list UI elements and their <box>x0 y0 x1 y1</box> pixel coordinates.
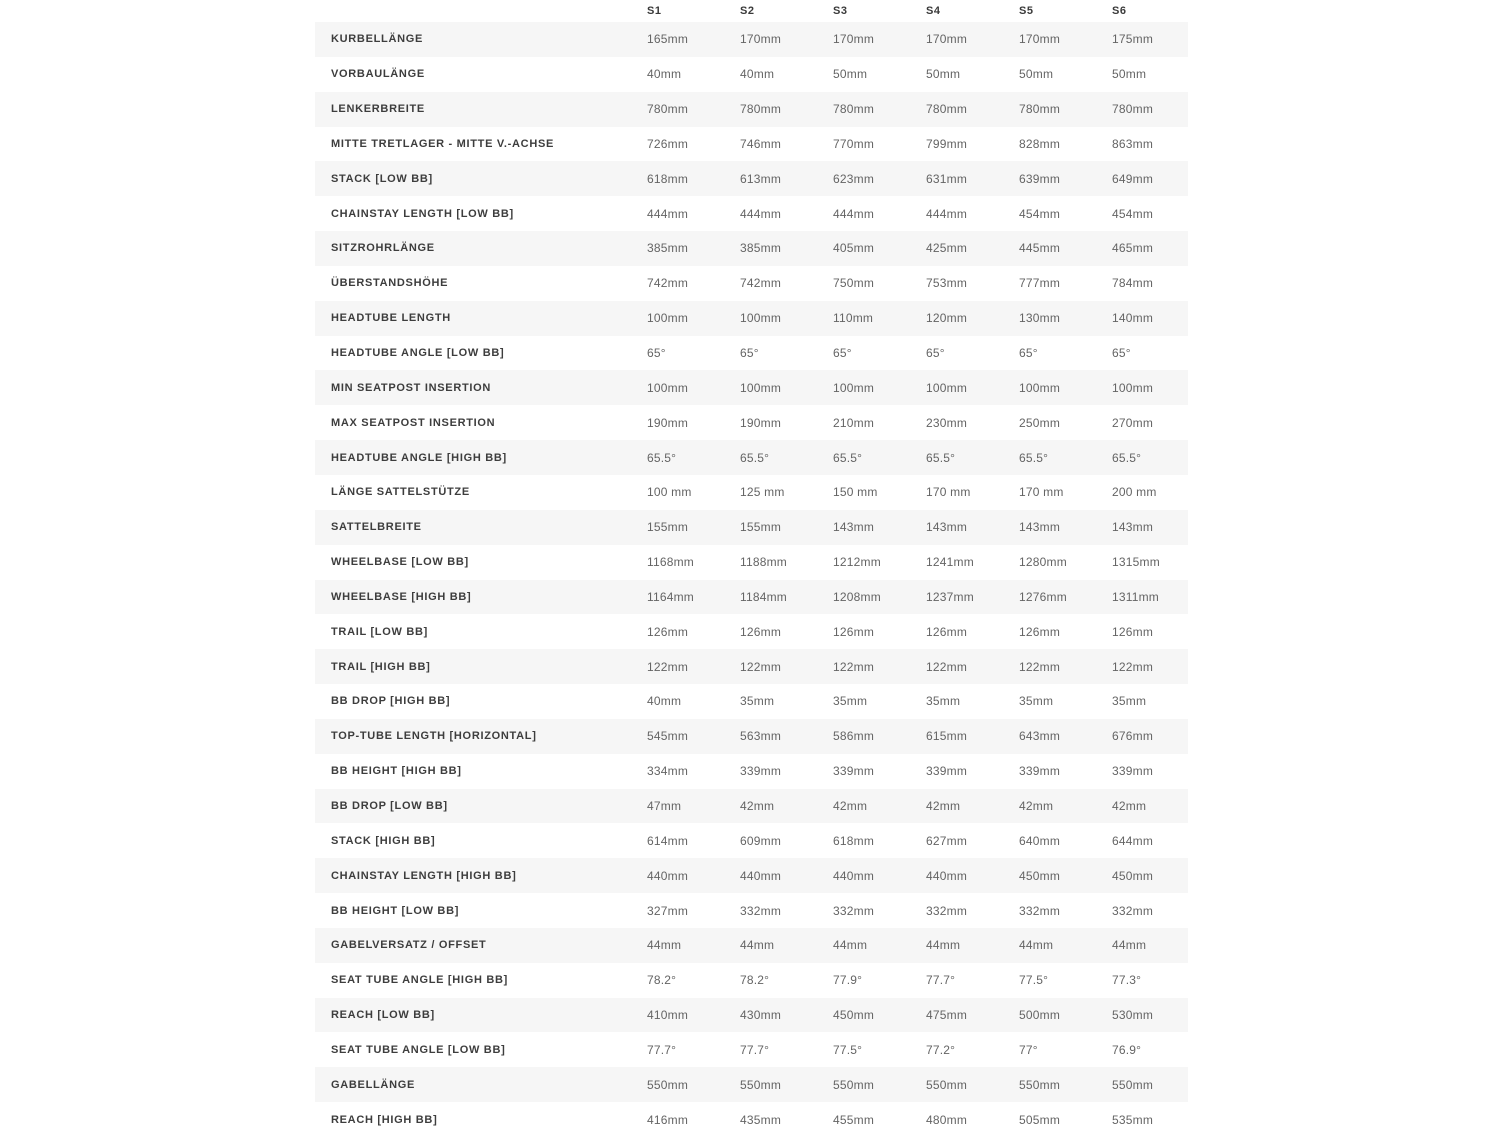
row-value: 440mm <box>926 868 968 883</box>
row-value: 609mm <box>740 833 782 848</box>
row-value: 1241mm <box>926 555 974 570</box>
row-value: 339mm <box>926 764 968 779</box>
row-value: 140mm <box>1112 311 1154 326</box>
row-value: 332mm <box>1112 903 1154 918</box>
row-value: 777mm <box>1019 276 1061 291</box>
table-body <box>315 22 1188 1137</box>
table-row <box>315 684 1188 719</box>
row-value: 753mm <box>926 276 968 291</box>
geometry-table <box>315 0 1188 1137</box>
row-value: 78.2° <box>647 973 677 988</box>
row-label: GABELVERSATZ / OFFSET <box>331 939 487 952</box>
table-row <box>315 196 1188 231</box>
row-value: 863mm <box>1112 136 1154 151</box>
row-value: 618mm <box>647 171 689 186</box>
row-value: 170 mm <box>1019 485 1064 500</box>
row-value: 78.2° <box>740 973 770 988</box>
row-label: MIN SEATPOST INSERTION <box>331 381 492 394</box>
row-value: 425mm <box>926 241 968 256</box>
row-value: 65.5° <box>1112 450 1142 465</box>
row-value: 780mm <box>740 102 782 117</box>
table-row <box>315 963 1188 998</box>
row-value: 125 mm <box>740 485 785 500</box>
table-row <box>315 370 1188 405</box>
row-value: 100mm <box>740 380 782 395</box>
row-value: 631mm <box>926 171 968 186</box>
row-value: 1311mm <box>1112 589 1159 604</box>
table-row <box>315 475 1188 510</box>
row-value: 780mm <box>833 102 875 117</box>
row-value: 465mm <box>1112 241 1154 256</box>
row-value: 444mm <box>647 206 689 221</box>
table-row <box>315 719 1188 754</box>
row-value: 649mm <box>1112 171 1154 186</box>
row-value: 42mm <box>1019 798 1054 813</box>
column-header: S2 <box>740 5 755 17</box>
row-value: 77.5° <box>833 1042 863 1057</box>
row-value: 586mm <box>833 729 875 744</box>
row-value: 40mm <box>740 67 775 82</box>
row-value: 550mm <box>926 1077 968 1092</box>
row-value: 339mm <box>1112 764 1154 779</box>
row-value: 170 mm <box>926 485 971 500</box>
row-value: 450mm <box>833 1008 875 1023</box>
row-value: 450mm <box>1019 868 1061 883</box>
row-value: 42mm <box>740 798 775 813</box>
table-row <box>315 127 1188 162</box>
row-value: 65.5° <box>647 450 677 465</box>
row-value: 385mm <box>740 241 782 256</box>
row-label: SEAT TUBE ANGLE [LOW BB] <box>331 1043 506 1056</box>
row-value: 230mm <box>926 415 968 430</box>
row-value: 100mm <box>647 311 689 326</box>
row-value: 615mm <box>926 729 968 744</box>
row-value: 623mm <box>833 171 875 186</box>
row-value: 550mm <box>1019 1077 1061 1092</box>
row-value: 65.5° <box>740 450 770 465</box>
row-value: 44mm <box>647 938 682 953</box>
row-value: 200 mm <box>1112 485 1157 500</box>
row-value: 44mm <box>833 938 868 953</box>
row-value: 65° <box>740 346 759 361</box>
row-value: 77.7° <box>926 973 956 988</box>
row-label: WHEELBASE [LOW BB] <box>331 556 469 569</box>
row-label: HEADTUBE LENGTH <box>331 312 451 325</box>
row-value: 1237mm <box>926 589 974 604</box>
row-value: 100mm <box>1112 380 1154 395</box>
row-value: 545mm <box>647 729 689 744</box>
row-value: 143mm <box>1112 520 1154 535</box>
row-value: 1208mm <box>833 589 881 604</box>
row-value: 47mm <box>647 798 682 813</box>
row-value: 742mm <box>647 276 689 291</box>
row-value: 332mm <box>1019 903 1061 918</box>
row-value: 143mm <box>1019 520 1061 535</box>
row-value: 110mm <box>833 311 874 326</box>
row-value: 35mm <box>1112 694 1147 709</box>
row-value: 126mm <box>1019 624 1061 639</box>
row-label: CHAINSTAY LENGTH [LOW BB] <box>331 207 514 220</box>
table-row <box>315 266 1188 301</box>
table-header-row <box>315 0 1188 22</box>
row-value: 77.3° <box>1112 973 1142 988</box>
row-value: 339mm <box>740 764 782 779</box>
row-value: 50mm <box>1019 67 1054 82</box>
row-value: 750mm <box>833 276 875 291</box>
row-value: 65° <box>647 346 666 361</box>
row-value: 676mm <box>1112 729 1154 744</box>
row-label: REACH [HIGH BB] <box>331 1113 438 1126</box>
row-value: 550mm <box>647 1077 689 1092</box>
row-value: 77° <box>1019 1042 1038 1057</box>
row-value: 332mm <box>926 903 968 918</box>
row-value: 1168mm <box>647 555 694 570</box>
row-value: 332mm <box>740 903 782 918</box>
row-value: 130mm <box>1019 311 1061 326</box>
row-value: 780mm <box>1112 102 1154 117</box>
row-value: 65.5° <box>926 450 956 465</box>
row-value: 828mm <box>1019 136 1061 151</box>
row-value: 416mm <box>647 1112 689 1127</box>
row-value: 150 mm <box>833 485 878 500</box>
column-header: S6 <box>1112 5 1127 17</box>
row-value: 77.7° <box>647 1042 677 1057</box>
table-row <box>315 614 1188 649</box>
row-value: 385mm <box>647 241 689 256</box>
table-row <box>315 823 1188 858</box>
row-value: 550mm <box>740 1077 782 1092</box>
row-value: 780mm <box>1019 102 1061 117</box>
row-value: 327mm <box>647 903 689 918</box>
row-value: 410mm <box>647 1008 689 1023</box>
row-value: 1280mm <box>1019 555 1067 570</box>
row-label: STACK [LOW BB] <box>331 172 433 185</box>
row-label: VORBAULÄNGE <box>331 68 425 81</box>
row-value: 454mm <box>1019 206 1061 221</box>
row-label: LENKERBREITE <box>331 103 425 116</box>
row-value: 120mm <box>926 311 968 326</box>
row-value: 35mm <box>740 694 775 709</box>
row-value: 430mm <box>740 1008 782 1023</box>
row-value: 440mm <box>833 868 875 883</box>
row-label: BB HEIGHT [LOW BB] <box>331 904 460 917</box>
table-row <box>315 754 1188 789</box>
row-value: 563mm <box>740 729 782 744</box>
column-header: S4 <box>926 5 941 17</box>
row-value: 122mm <box>1112 659 1154 674</box>
row-label: MITTE TRETLAGER - MITTE V.-ACHSE <box>331 137 555 150</box>
column-header: S1 <box>647 5 662 17</box>
table-row <box>315 893 1188 928</box>
row-label: SEAT TUBE ANGLE [HIGH BB] <box>331 974 508 987</box>
row-value: 50mm <box>833 67 868 82</box>
row-value: 175mm <box>1112 32 1154 47</box>
row-value: 500mm <box>1019 1008 1061 1023</box>
row-value: 126mm <box>740 624 782 639</box>
row-value: 450mm <box>1112 868 1154 883</box>
row-value: 122mm <box>647 659 689 674</box>
row-value: 40mm <box>647 694 682 709</box>
row-value: 1164mm <box>647 589 694 604</box>
row-value: 444mm <box>740 206 782 221</box>
row-value: 165mm <box>647 32 689 47</box>
row-value: 505mm <box>1019 1112 1061 1127</box>
row-value: 77.7° <box>740 1042 770 1057</box>
table-row <box>315 1102 1188 1137</box>
row-value: 126mm <box>926 624 968 639</box>
row-value: 65.5° <box>833 450 863 465</box>
column-header: S3 <box>833 5 848 17</box>
row-value: 339mm <box>833 764 875 779</box>
row-value: 780mm <box>647 102 689 117</box>
row-value: 455mm <box>833 1112 875 1127</box>
row-label: ÜBERSTANDSHÖHE <box>331 277 449 290</box>
row-value: 76.9° <box>1112 1042 1142 1057</box>
row-value: 210mm <box>833 415 875 430</box>
table-row <box>315 580 1188 615</box>
row-value: 618mm <box>833 833 875 848</box>
row-label: TRAIL [LOW BB] <box>331 625 428 638</box>
row-value: 1212mm <box>833 555 881 570</box>
table-row <box>315 858 1188 893</box>
table-row <box>315 998 1188 1033</box>
row-value: 339mm <box>1019 764 1061 779</box>
row-label: BB HEIGHT [HIGH BB] <box>331 765 462 778</box>
row-value: 644mm <box>1112 833 1154 848</box>
row-label: KURBELLÄNGE <box>331 33 424 46</box>
row-value: 126mm <box>647 624 689 639</box>
row-value: 445mm <box>1019 241 1061 256</box>
row-value: 42mm <box>926 798 961 813</box>
row-value: 50mm <box>1112 67 1147 82</box>
row-value: 530mm <box>1112 1008 1154 1023</box>
row-label: CHAINSTAY LENGTH [HIGH BB] <box>331 869 517 882</box>
row-value: 480mm <box>926 1112 968 1127</box>
row-label: BB DROP [LOW BB] <box>331 799 448 812</box>
table-row <box>315 789 1188 824</box>
row-label: BB DROP [HIGH BB] <box>331 695 451 708</box>
row-value: 334mm <box>647 764 689 779</box>
row-value: 799mm <box>926 136 968 151</box>
row-value: 643mm <box>1019 729 1061 744</box>
row-value: 770mm <box>833 136 875 151</box>
row-value: 440mm <box>647 868 689 883</box>
row-value: 44mm <box>1112 938 1147 953</box>
row-label: MAX SEATPOST INSERTION <box>331 416 496 429</box>
row-value: 639mm <box>1019 171 1061 186</box>
row-value: 746mm <box>740 136 782 151</box>
row-value: 640mm <box>1019 833 1061 848</box>
row-value: 42mm <box>1112 798 1147 813</box>
row-value: 155mm <box>740 520 782 535</box>
table-row <box>315 1067 1188 1102</box>
row-value: 44mm <box>926 938 961 953</box>
row-value: 35mm <box>833 694 868 709</box>
row-value: 143mm <box>926 520 968 535</box>
table-row <box>315 336 1188 371</box>
table-row <box>315 92 1188 127</box>
table-row <box>315 510 1188 545</box>
row-value: 65° <box>926 346 945 361</box>
row-label: HEADTUBE ANGLE [LOW BB] <box>331 347 505 360</box>
row-value: 44mm <box>1019 938 1054 953</box>
row-value: 1276mm <box>1019 589 1067 604</box>
row-value: 614mm <box>647 833 689 848</box>
row-value: 270mm <box>1112 415 1154 430</box>
row-value: 1188mm <box>740 555 787 570</box>
row-label: SITZROHRLÄNGE <box>331 242 435 255</box>
row-value: 65° <box>1112 346 1131 361</box>
row-value: 100mm <box>926 380 968 395</box>
row-value: 100mm <box>740 311 782 326</box>
table-row <box>315 231 1188 266</box>
row-value: 100mm <box>647 380 689 395</box>
row-value: 440mm <box>740 868 782 883</box>
row-value: 122mm <box>740 659 782 674</box>
row-value: 535mm <box>1112 1112 1154 1127</box>
row-value: 77.9° <box>833 973 863 988</box>
row-value: 126mm <box>1112 624 1154 639</box>
row-value: 122mm <box>1019 659 1061 674</box>
row-value: 77.2° <box>926 1042 956 1057</box>
row-label: STACK [HIGH BB] <box>331 834 436 847</box>
row-value: 155mm <box>647 520 689 535</box>
row-value: 780mm <box>926 102 968 117</box>
row-value: 170mm <box>740 32 782 47</box>
row-label: SATTELBREITE <box>331 521 422 534</box>
row-value: 122mm <box>833 659 875 674</box>
row-value: 44mm <box>740 938 775 953</box>
row-value: 35mm <box>926 694 961 709</box>
row-value: 550mm <box>833 1077 875 1092</box>
row-value: 100 mm <box>647 485 692 500</box>
row-value: 100mm <box>833 380 875 395</box>
row-label: GABELLÄNGE <box>331 1078 415 1091</box>
row-value: 550mm <box>1112 1077 1154 1092</box>
row-value: 42mm <box>833 798 868 813</box>
row-value: 170mm <box>926 32 968 47</box>
table-row <box>315 440 1188 475</box>
row-value: 190mm <box>647 415 689 430</box>
row-value: 435mm <box>740 1112 782 1127</box>
row-value: 170mm <box>833 32 875 47</box>
table-row <box>315 161 1188 196</box>
row-value: 726mm <box>647 136 689 151</box>
row-value: 50mm <box>926 67 961 82</box>
table-row <box>315 928 1188 963</box>
table-row <box>315 649 1188 684</box>
row-label: TRAIL [HIGH BB] <box>331 660 431 673</box>
row-value: 627mm <box>926 833 968 848</box>
row-value: 65° <box>1019 346 1038 361</box>
table-row <box>315 22 1188 57</box>
row-value: 475mm <box>926 1008 968 1023</box>
row-value: 40mm <box>647 67 682 82</box>
table-row <box>315 405 1188 440</box>
table-row <box>315 545 1188 580</box>
row-value: 332mm <box>833 903 875 918</box>
row-value: 35mm <box>1019 694 1054 709</box>
row-value: 742mm <box>740 276 782 291</box>
row-label: REACH [LOW BB] <box>331 1009 435 1022</box>
row-value: 100mm <box>1019 380 1061 395</box>
row-value: 1315mm <box>1112 555 1160 570</box>
row-value: 122mm <box>926 659 968 674</box>
row-value: 126mm <box>833 624 875 639</box>
row-value: 613mm <box>740 171 782 186</box>
row-value: 444mm <box>833 206 875 221</box>
row-value: 143mm <box>833 520 875 535</box>
row-label: WHEELBASE [HIGH BB] <box>331 590 472 603</box>
column-header: S5 <box>1019 5 1034 17</box>
row-value: 65° <box>833 346 852 361</box>
row-value: 65.5° <box>1019 450 1049 465</box>
row-value: 444mm <box>926 206 968 221</box>
row-label: HEADTUBE ANGLE [HIGH BB] <box>331 451 507 464</box>
row-value: 454mm <box>1112 206 1154 221</box>
row-label: TOP-TUBE LENGTH [HORIZONTAL] <box>331 730 537 743</box>
table-row <box>315 301 1188 336</box>
row-value: 170mm <box>1019 32 1061 47</box>
row-value: 405mm <box>833 241 875 256</box>
row-value: 77.5° <box>1019 973 1049 988</box>
table-row <box>315 1032 1188 1067</box>
row-value: 784mm <box>1112 276 1154 291</box>
row-value: 1184mm <box>740 589 787 604</box>
row-value: 190mm <box>740 415 782 430</box>
row-value: 250mm <box>1019 415 1061 430</box>
row-label: LÄNGE SATTELSTÜTZE <box>331 486 470 499</box>
table-row <box>315 57 1188 92</box>
